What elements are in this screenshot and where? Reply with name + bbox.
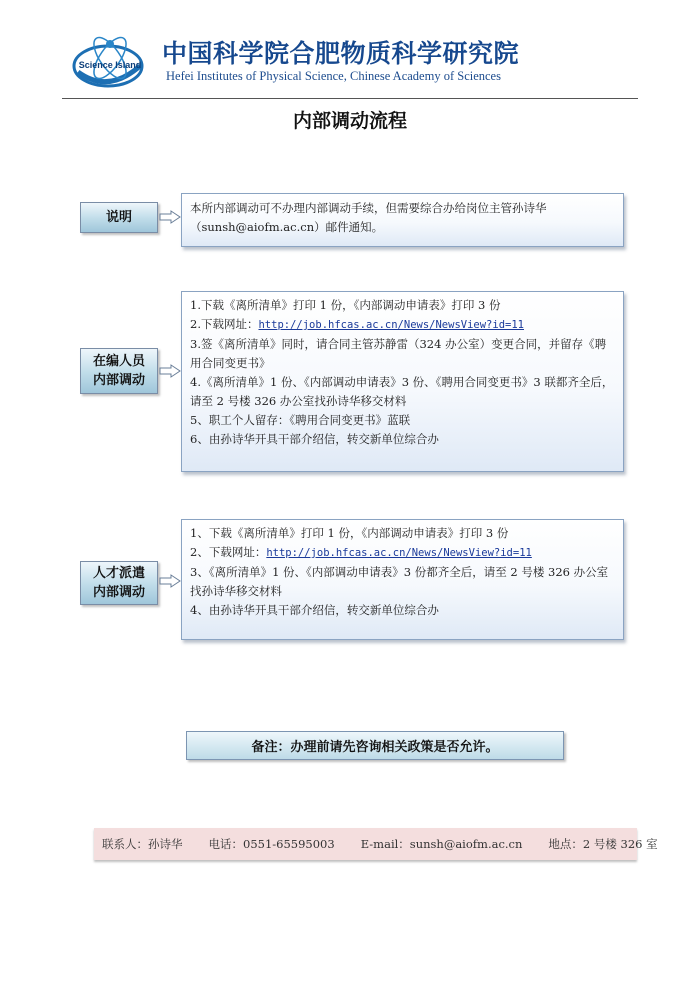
section-label-explanation <box>80 202 158 233</box>
staff-transfer-steps-box <box>181 291 624 472</box>
section-label-staff-transfer <box>80 348 158 394</box>
step-item: 3.签《离所清单》同时，请合同主管苏静雷（324 办公室）变更合同，并留存《聘用合同变更书》 <box>190 337 607 370</box>
header-divider <box>62 98 638 99</box>
step-item: 1、下载《离所清单》打印 1 份，《内部调动申请表》打印 3 份 <box>190 526 509 540</box>
section-label-dispatch-transfer <box>80 561 158 605</box>
institute-name-en: Hefei Institutes of Physical Science, Chinese Academy of Sciences <box>166 69 501 83</box>
label-line: 说明 <box>105 210 132 225</box>
step-item: 6、由孙诗华开具干部介绍信，转交新单位综合办 <box>190 432 439 446</box>
step-item: 3、《离所清单》1 份、《内部调动申请表》3 份都齐全后，请至 2 号楼 326 办公室找孙诗华移交材料 <box>190 565 609 598</box>
download-link[interactable]: http://job.hfcas.ac.cn/News/NewsView?id=11 <box>266 547 532 559</box>
right-arrow-icon <box>159 210 181 224</box>
step-item: 2.下载网址：http://job.hfcas.ac.cn/News/NewsView?id=11 <box>190 317 524 331</box>
remark-banner: 备注：办理前请先咨询相关政策是否允许。 <box>186 731 564 760</box>
svg-text:Science Island: Science Island <box>78 60 142 70</box>
explanation-box <box>181 193 624 247</box>
contact-phone: 电话：0551-65595003 <box>208 837 335 851</box>
step-item: 4.《离所清单》1 份、《内部调动申请表》3 份、《聘用合同变更书》3 联都齐全后，请至 2 号楼 326 办公室找孙诗华移交材料 <box>190 375 614 408</box>
step-item: 1.下载《离所清单》打印 1 份，《内部调动申请表》打印 3 份 <box>190 298 501 312</box>
page-title: 内部调动流程 <box>292 110 407 132</box>
contact-person: 联系人：孙诗华 <box>102 837 183 851</box>
right-arrow-icon <box>159 574 181 588</box>
contact-location: 地点：2 号楼 326 室 <box>548 837 658 851</box>
step-item: 5、职工个人留存：《聘用合同变更书》蓝联 <box>190 413 411 427</box>
text-line: 本所内部调动可不办理内部调动手续，但需要综合办给岗位主管孙诗华（sunsh@aiofm.ac.cn）邮件通知。 <box>190 201 547 234</box>
contact-email: E-mail：sunsh@aiofm.ac.cn <box>360 837 523 851</box>
label-line: 在编人员 <box>92 354 145 369</box>
dispatch-transfer-steps-box <box>181 519 624 640</box>
label-line: 人才派遣 <box>92 566 145 581</box>
download-link[interactable]: http://job.hfcas.ac.cn/News/NewsView?id=11 <box>258 319 524 331</box>
right-arrow-icon <box>159 364 181 378</box>
contact-bar <box>94 828 658 860</box>
science-island-logo <box>72 30 148 90</box>
institute-name-cn: 中国科学院合肥物质科学研究院 <box>162 39 520 68</box>
label-line: 内部调动 <box>92 373 145 388</box>
step-item: 2、下载网址：http://job.hfcas.ac.cn/News/NewsView?id=11 <box>190 545 532 559</box>
step-item: 4、由孙诗华开具干部介绍信，转交新单位综合办 <box>190 603 439 617</box>
label-line: 内部调动 <box>92 585 145 600</box>
